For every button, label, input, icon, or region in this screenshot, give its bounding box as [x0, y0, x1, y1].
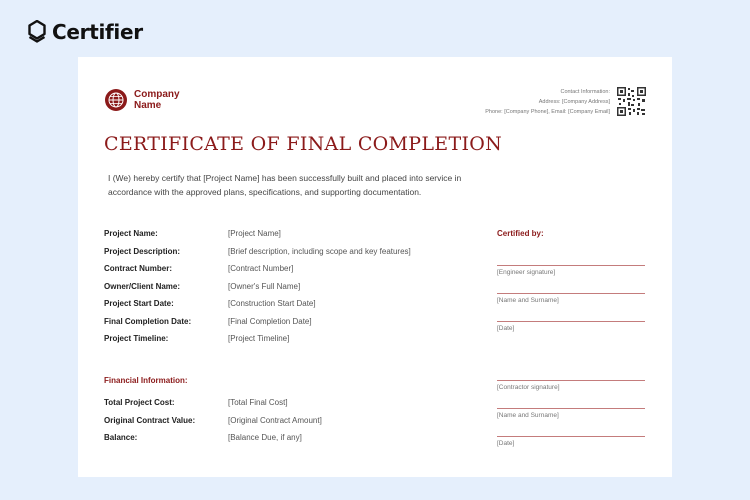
project-field-value: [Owner's Full Name]: [228, 281, 301, 291]
project-field-label: Project Description:: [104, 246, 181, 256]
certifier-logo-icon: [28, 20, 46, 44]
project-field-value: [Project Name]: [228, 229, 281, 238]
company-logo: [104, 88, 180, 112]
signature-line[interactable]: [497, 293, 645, 294]
contact-heading: Contact Information:: [560, 89, 610, 95]
certified-by-heading: Certified by:: [497, 229, 544, 238]
signature-line-label: [Date]: [497, 325, 515, 332]
financial-field-value: [Balance Due, if any]: [228, 433, 302, 442]
project-field-value: [Project Timeline]: [228, 334, 290, 343]
signature-line-label: [Contractor signature]: [497, 384, 560, 391]
signature-line-label: [Name and Surname]: [497, 412, 559, 419]
financial-field-label: Balance:: [104, 433, 138, 442]
project-field-value: [Contract Number]: [228, 264, 294, 273]
signature-line-label: [Date]: [497, 440, 515, 447]
contact-address: Address: [Company Address]: [538, 99, 610, 105]
company-name: Company Name: [134, 89, 180, 111]
project-field-label: Project Timeline:: [104, 334, 169, 343]
signature-line-label: [Name and Surname]: [497, 297, 559, 304]
project-field-value: [Final Completion Date]: [228, 316, 312, 326]
signature-line[interactable]: [497, 408, 645, 409]
project-field-label: Owner/Client Name:: [104, 281, 181, 291]
financial-field-value: [Original Contract Amount]: [228, 415, 322, 425]
signature-line-label: [Engineer signature]: [497, 269, 556, 276]
signature-line[interactable]: [497, 265, 645, 266]
financial-field-label: Total Project Cost:: [104, 398, 175, 407]
signature-line[interactable]: [497, 321, 645, 322]
certificate-document: [78, 57, 672, 477]
financial-field-value: [Total Final Cost]: [228, 398, 288, 407]
signature-line[interactable]: [497, 380, 645, 381]
project-field-value: [Construction Start Date]: [228, 299, 316, 308]
signature-line[interactable]: [497, 436, 645, 437]
project-field-label: Project Start Date:: [104, 299, 174, 308]
project-field-value: [Brief description, including scope and key features]: [228, 246, 411, 256]
project-field-label: Final Completion Date:: [104, 316, 192, 326]
certification-statement: I (We) hereby certify that [Project Name] has been successfully built and placed into service in accordance with the approved plans, specifications, and supporting documentation.: [108, 173, 462, 197]
project-field-label: Contract Number:: [104, 264, 173, 273]
project-field-label: Project Name:: [104, 229, 158, 238]
qr-code-icon: [617, 87, 646, 116]
brand-name: Certifier: [52, 20, 143, 44]
certifier-logo[interactable]: [28, 20, 143, 44]
financial-field-label: Original Contract Value:: [104, 415, 196, 425]
globe-icon: [104, 88, 128, 112]
contact-information: [485, 87, 610, 117]
contact-phone-email: Phone: [Company Phone], Email: [Company Email]: [485, 109, 610, 115]
certificate-title: CERTIFICATE OF FINAL COMPLETION: [104, 133, 503, 155]
financial-information-heading: Financial Information:: [104, 376, 188, 385]
